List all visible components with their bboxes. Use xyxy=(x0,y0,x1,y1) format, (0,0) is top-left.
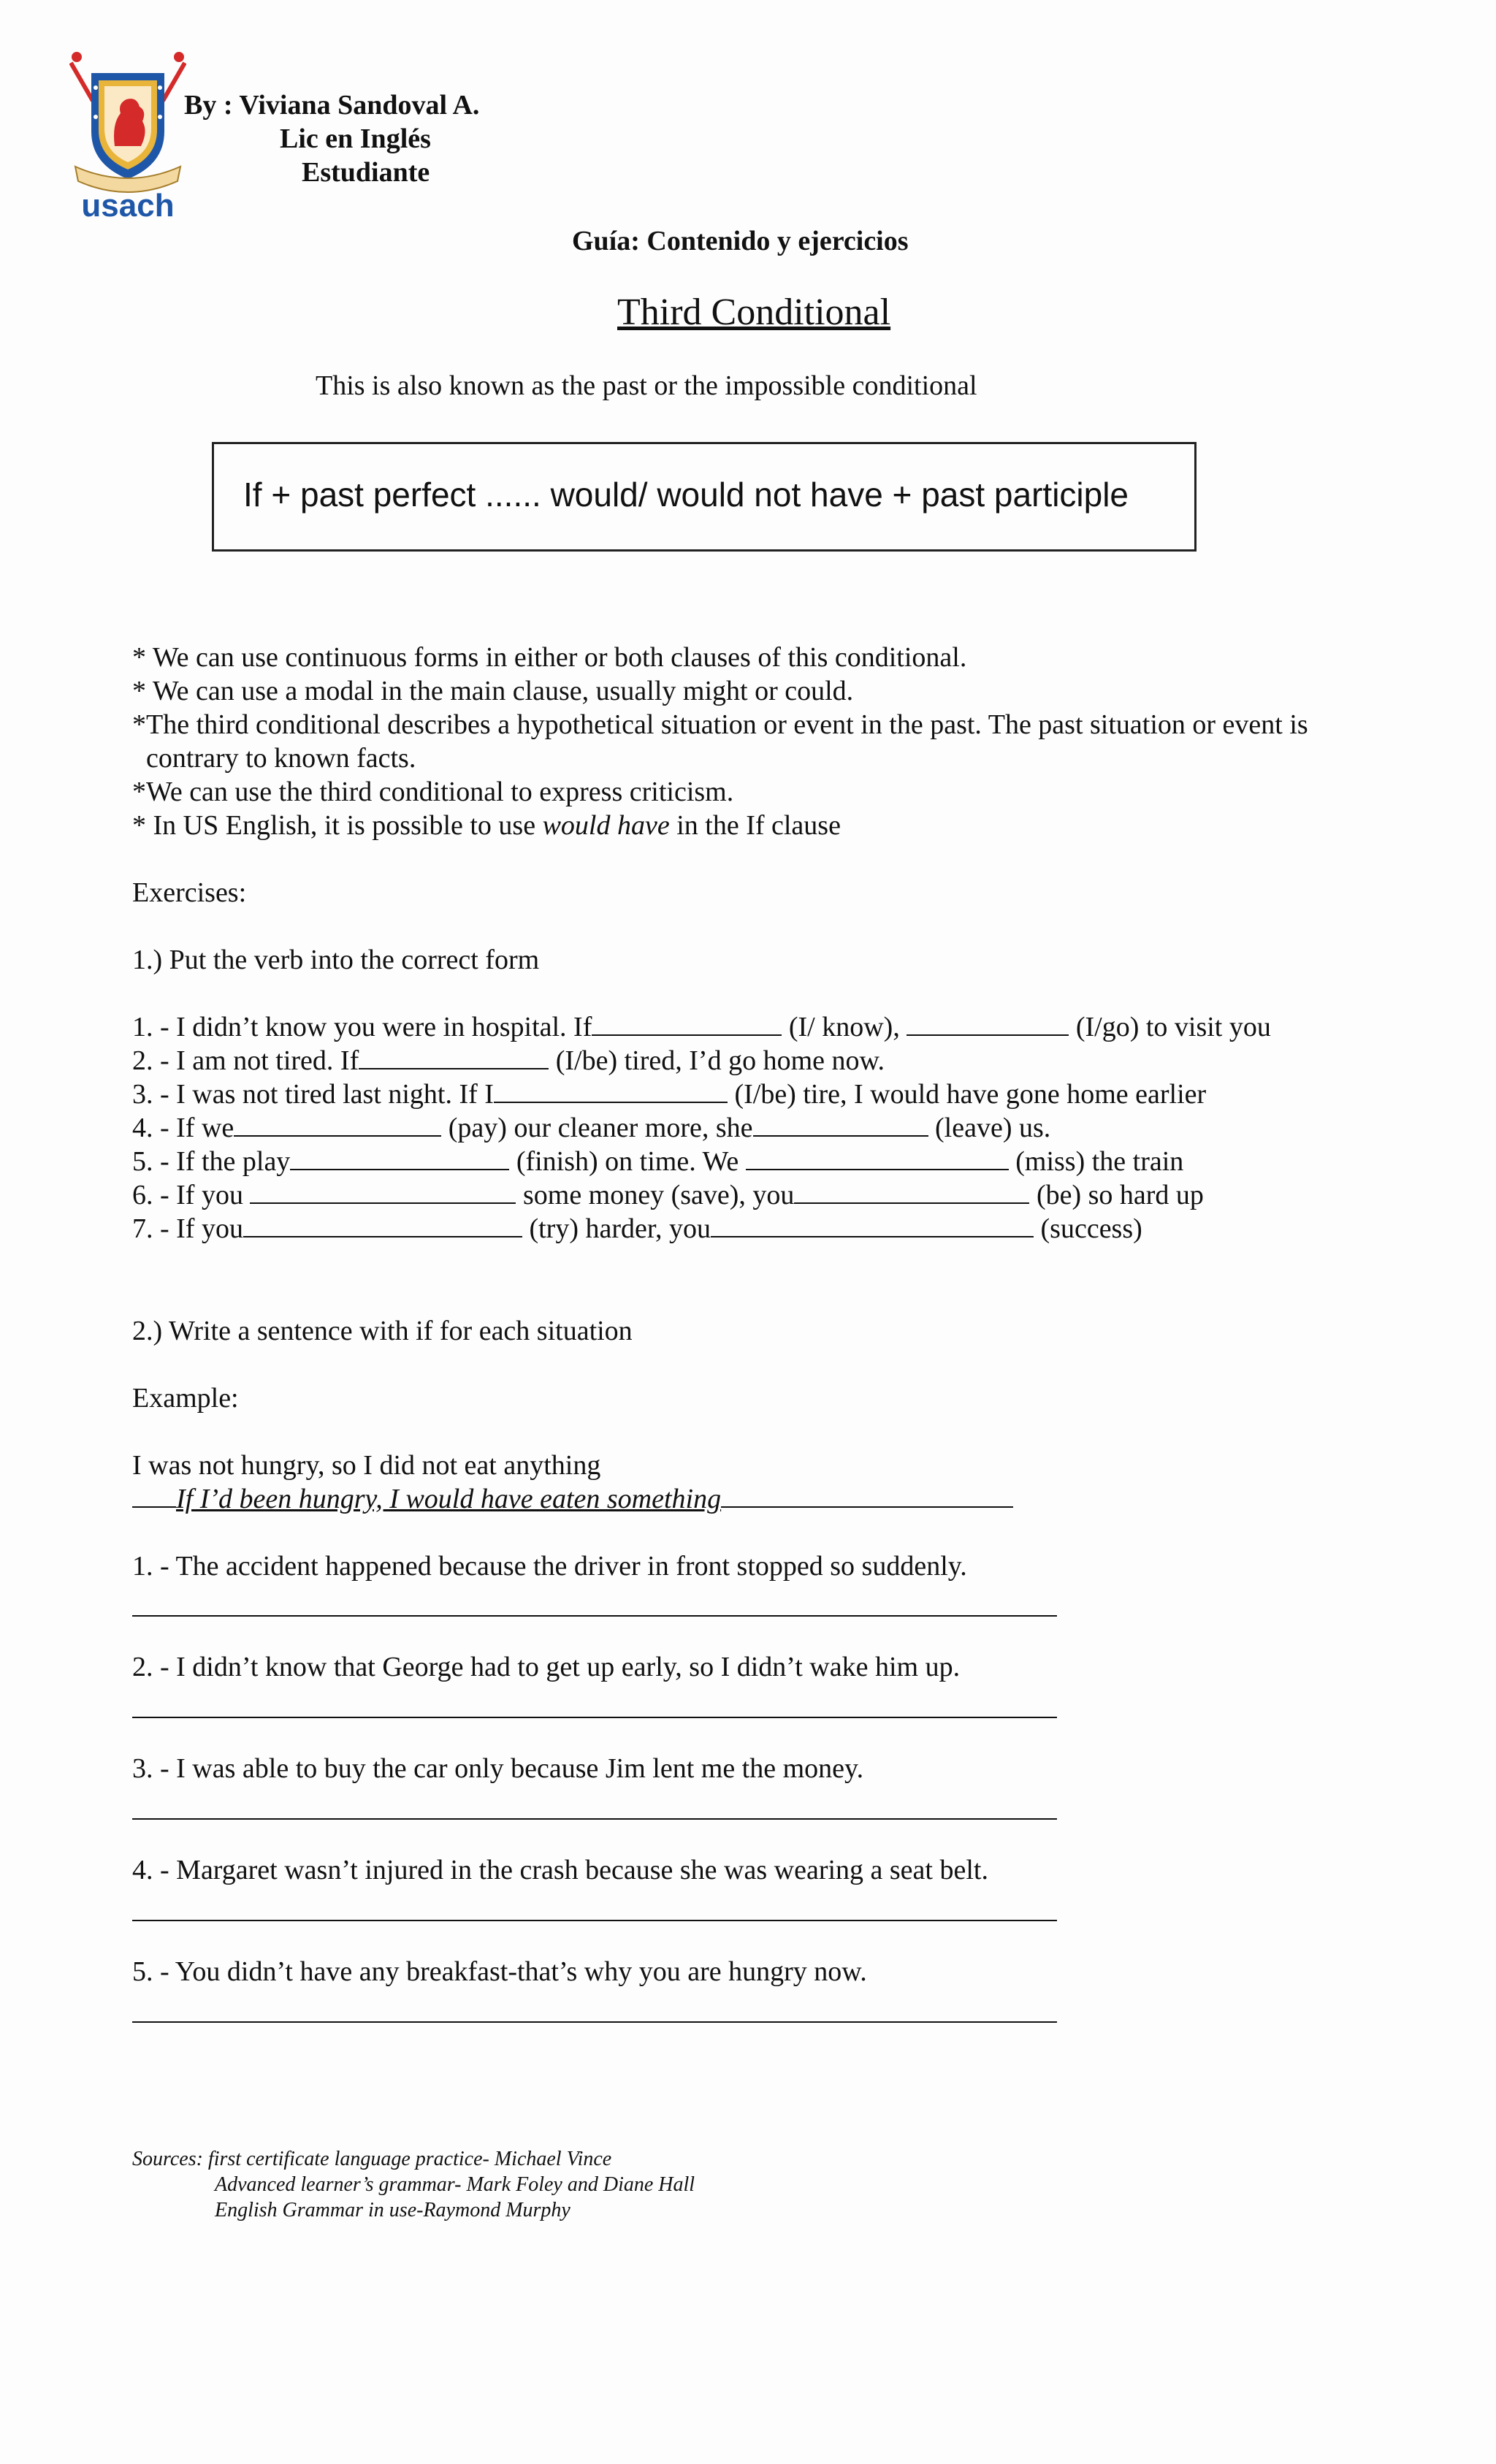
note-5 xyxy=(132,809,841,842)
ex1-item-4-text-c: (leave) us. xyxy=(928,1113,1051,1143)
ex1-item-5-text-c: (miss) the train xyxy=(1008,1146,1184,1177)
note-5-prefix: * In US English, it is possible to use xyxy=(132,810,543,841)
ex1-item-1-blank-1[interactable] xyxy=(592,1012,782,1036)
example-situation: I was not hungry, so I did not eat anything xyxy=(132,1450,601,1481)
ex1-item-3 xyxy=(132,1078,1206,1110)
ex1-item-1-text-a: 1. - I didn’t know you were in hospital. If xyxy=(132,1012,592,1042)
ex1-item-7-blank-2[interactable] xyxy=(711,1214,1034,1237)
note-5-emph: would have xyxy=(542,810,670,841)
ex2-answer-line-3[interactable] xyxy=(132,1818,1057,1820)
ex2-answer-line-5[interactable] xyxy=(132,2021,1057,2023)
guide-title: Guía: Contenido y ejercicios xyxy=(572,226,909,256)
crest-icon xyxy=(69,44,186,219)
author-role: Estudiante xyxy=(302,157,430,188)
ex1-item-4-text-a: 4. - If we xyxy=(132,1113,234,1143)
exercise-1-instruction: 1.) Put the verb into the correct form xyxy=(132,945,540,975)
ex1-item-1-text-c: (I/go) to visit you xyxy=(1069,1012,1271,1042)
ex2-item-2: 2. - I didn’t know that George had to get up early, so I didn’t wake him up. xyxy=(132,1652,961,1682)
ex1-item-3-text-b: (I/be) tire, I would have gone home earlier xyxy=(727,1079,1207,1110)
ex1-item-7-text-c: (success) xyxy=(1034,1213,1142,1244)
ex1-item-6-text-b: some money (save), you xyxy=(516,1180,795,1210)
ex1-item-2-text-a: 2. - I am not tired. If xyxy=(132,1045,359,1076)
ex1-item-6-text-c: (be) so hard up xyxy=(1029,1180,1204,1210)
university-logo xyxy=(69,44,186,219)
ex2-answer-line-2[interactable] xyxy=(132,1717,1057,1718)
formula-text: If + past perfect ...... would/ would not have + past participle xyxy=(243,476,1129,514)
ex1-item-7-text-a: 7. - If you xyxy=(132,1213,243,1244)
ex1-item-7 xyxy=(132,1213,1142,1245)
note-3: *The third conditional describes a hypothetical situation or event in the past. The past situation or event is xyxy=(132,709,1308,740)
ex1-item-1-text-b: (I/ know), xyxy=(782,1012,907,1042)
source-2: Advanced learner’s grammar- Mark Foley and Diane Hall xyxy=(215,2173,695,2196)
ex1-item-3-text-a: 3. - I was not tired last night. If I xyxy=(132,1079,494,1110)
ex1-item-6 xyxy=(132,1179,1204,1211)
ex1-item-7-text-b: (try) harder, you xyxy=(522,1213,711,1244)
ex1-item-7-blank-1[interactable] xyxy=(243,1214,522,1237)
example-label: Example: xyxy=(132,1383,239,1414)
note-3-cont: contrary to known facts. xyxy=(146,743,416,774)
source-1: Sources: first certificate language practice- Michael Vince xyxy=(132,2148,612,2170)
note-4: *We can use the third conditional to express criticism. xyxy=(132,777,734,807)
author-title: Lic en Inglés xyxy=(280,123,431,154)
ex2-answer-line-4[interactable] xyxy=(132,1920,1057,1921)
ex1-item-2-text-b: (I/be) tired, I’d go home now. xyxy=(549,1045,885,1076)
ex1-item-6-blank-1[interactable] xyxy=(250,1180,516,1204)
ex2-item-4: 4. - Margaret wasn’t injured in the crash because she was wearing a seat belt. xyxy=(132,1855,988,1885)
example-answer xyxy=(132,1483,1013,1515)
ex1-item-5-text-a: 5. - If the play xyxy=(132,1146,291,1177)
ex2-item-3: 3. - I was able to buy the car only because Jim lent me the money. xyxy=(132,1753,864,1784)
ex1-item-5-blank-1[interactable] xyxy=(290,1147,509,1170)
ex1-item-6-blank-2[interactable] xyxy=(794,1180,1029,1204)
ex2-item-5: 5. - You didn’t have any breakfast-that’s why you are hungry now. xyxy=(132,1956,867,1987)
exercises-heading: Exercises: xyxy=(132,877,247,908)
ex1-item-3-blank-1[interactable] xyxy=(494,1080,728,1103)
ex1-item-2-blank-1[interactable] xyxy=(359,1046,549,1069)
note-2: * We can use a modal in the main clause, usually might or could. xyxy=(132,676,854,706)
ex1-item-4-blank-1[interactable] xyxy=(234,1113,441,1137)
ex1-item-5 xyxy=(132,1145,1183,1178)
note-5-suffix: in the If clause xyxy=(669,810,841,841)
ex1-item-4 xyxy=(132,1112,1050,1144)
note-1: * We can use continuous forms in either or both clauses of this conditional. xyxy=(132,642,967,673)
ex1-item-2 xyxy=(132,1045,885,1077)
ex1-item-1-blank-2[interactable] xyxy=(907,1012,1069,1036)
topic-title: Third Conditional xyxy=(617,291,891,333)
exercise-2-instruction: 2.) Write a sentence with if for each situation xyxy=(132,1316,633,1346)
ex2-answer-line-1[interactable] xyxy=(132,1615,1057,1617)
example-answer-lead-line xyxy=(132,1484,176,1508)
source-3: English Grammar in use-Raymond Murphy xyxy=(215,2199,570,2221)
ex1-item-4-text-b: (pay) our cleaner more, she xyxy=(441,1113,753,1143)
logo-text: usach xyxy=(81,188,175,219)
example-answer-text: If I’d been hungry, I would have eaten something xyxy=(176,1484,722,1514)
example-answer-trail-line xyxy=(721,1484,1013,1508)
topic-intro: This is also known as the past or the impossible conditional xyxy=(316,370,977,401)
ex1-item-1 xyxy=(132,1011,1271,1043)
ex1-item-5-blank-2[interactable] xyxy=(746,1147,1009,1170)
ex1-item-5-text-b: (finish) on time. We xyxy=(509,1146,746,1177)
ex1-item-4-blank-2[interactable] xyxy=(753,1113,928,1137)
author-name: By : Viviana Sandoval A. xyxy=(184,90,480,121)
ex1-item-6-text-a: 6. - If you xyxy=(132,1180,251,1210)
ex2-item-1: 1. - The accident happened because the driver in front stopped so suddenly. xyxy=(132,1551,967,1582)
formula-box xyxy=(212,442,1197,552)
